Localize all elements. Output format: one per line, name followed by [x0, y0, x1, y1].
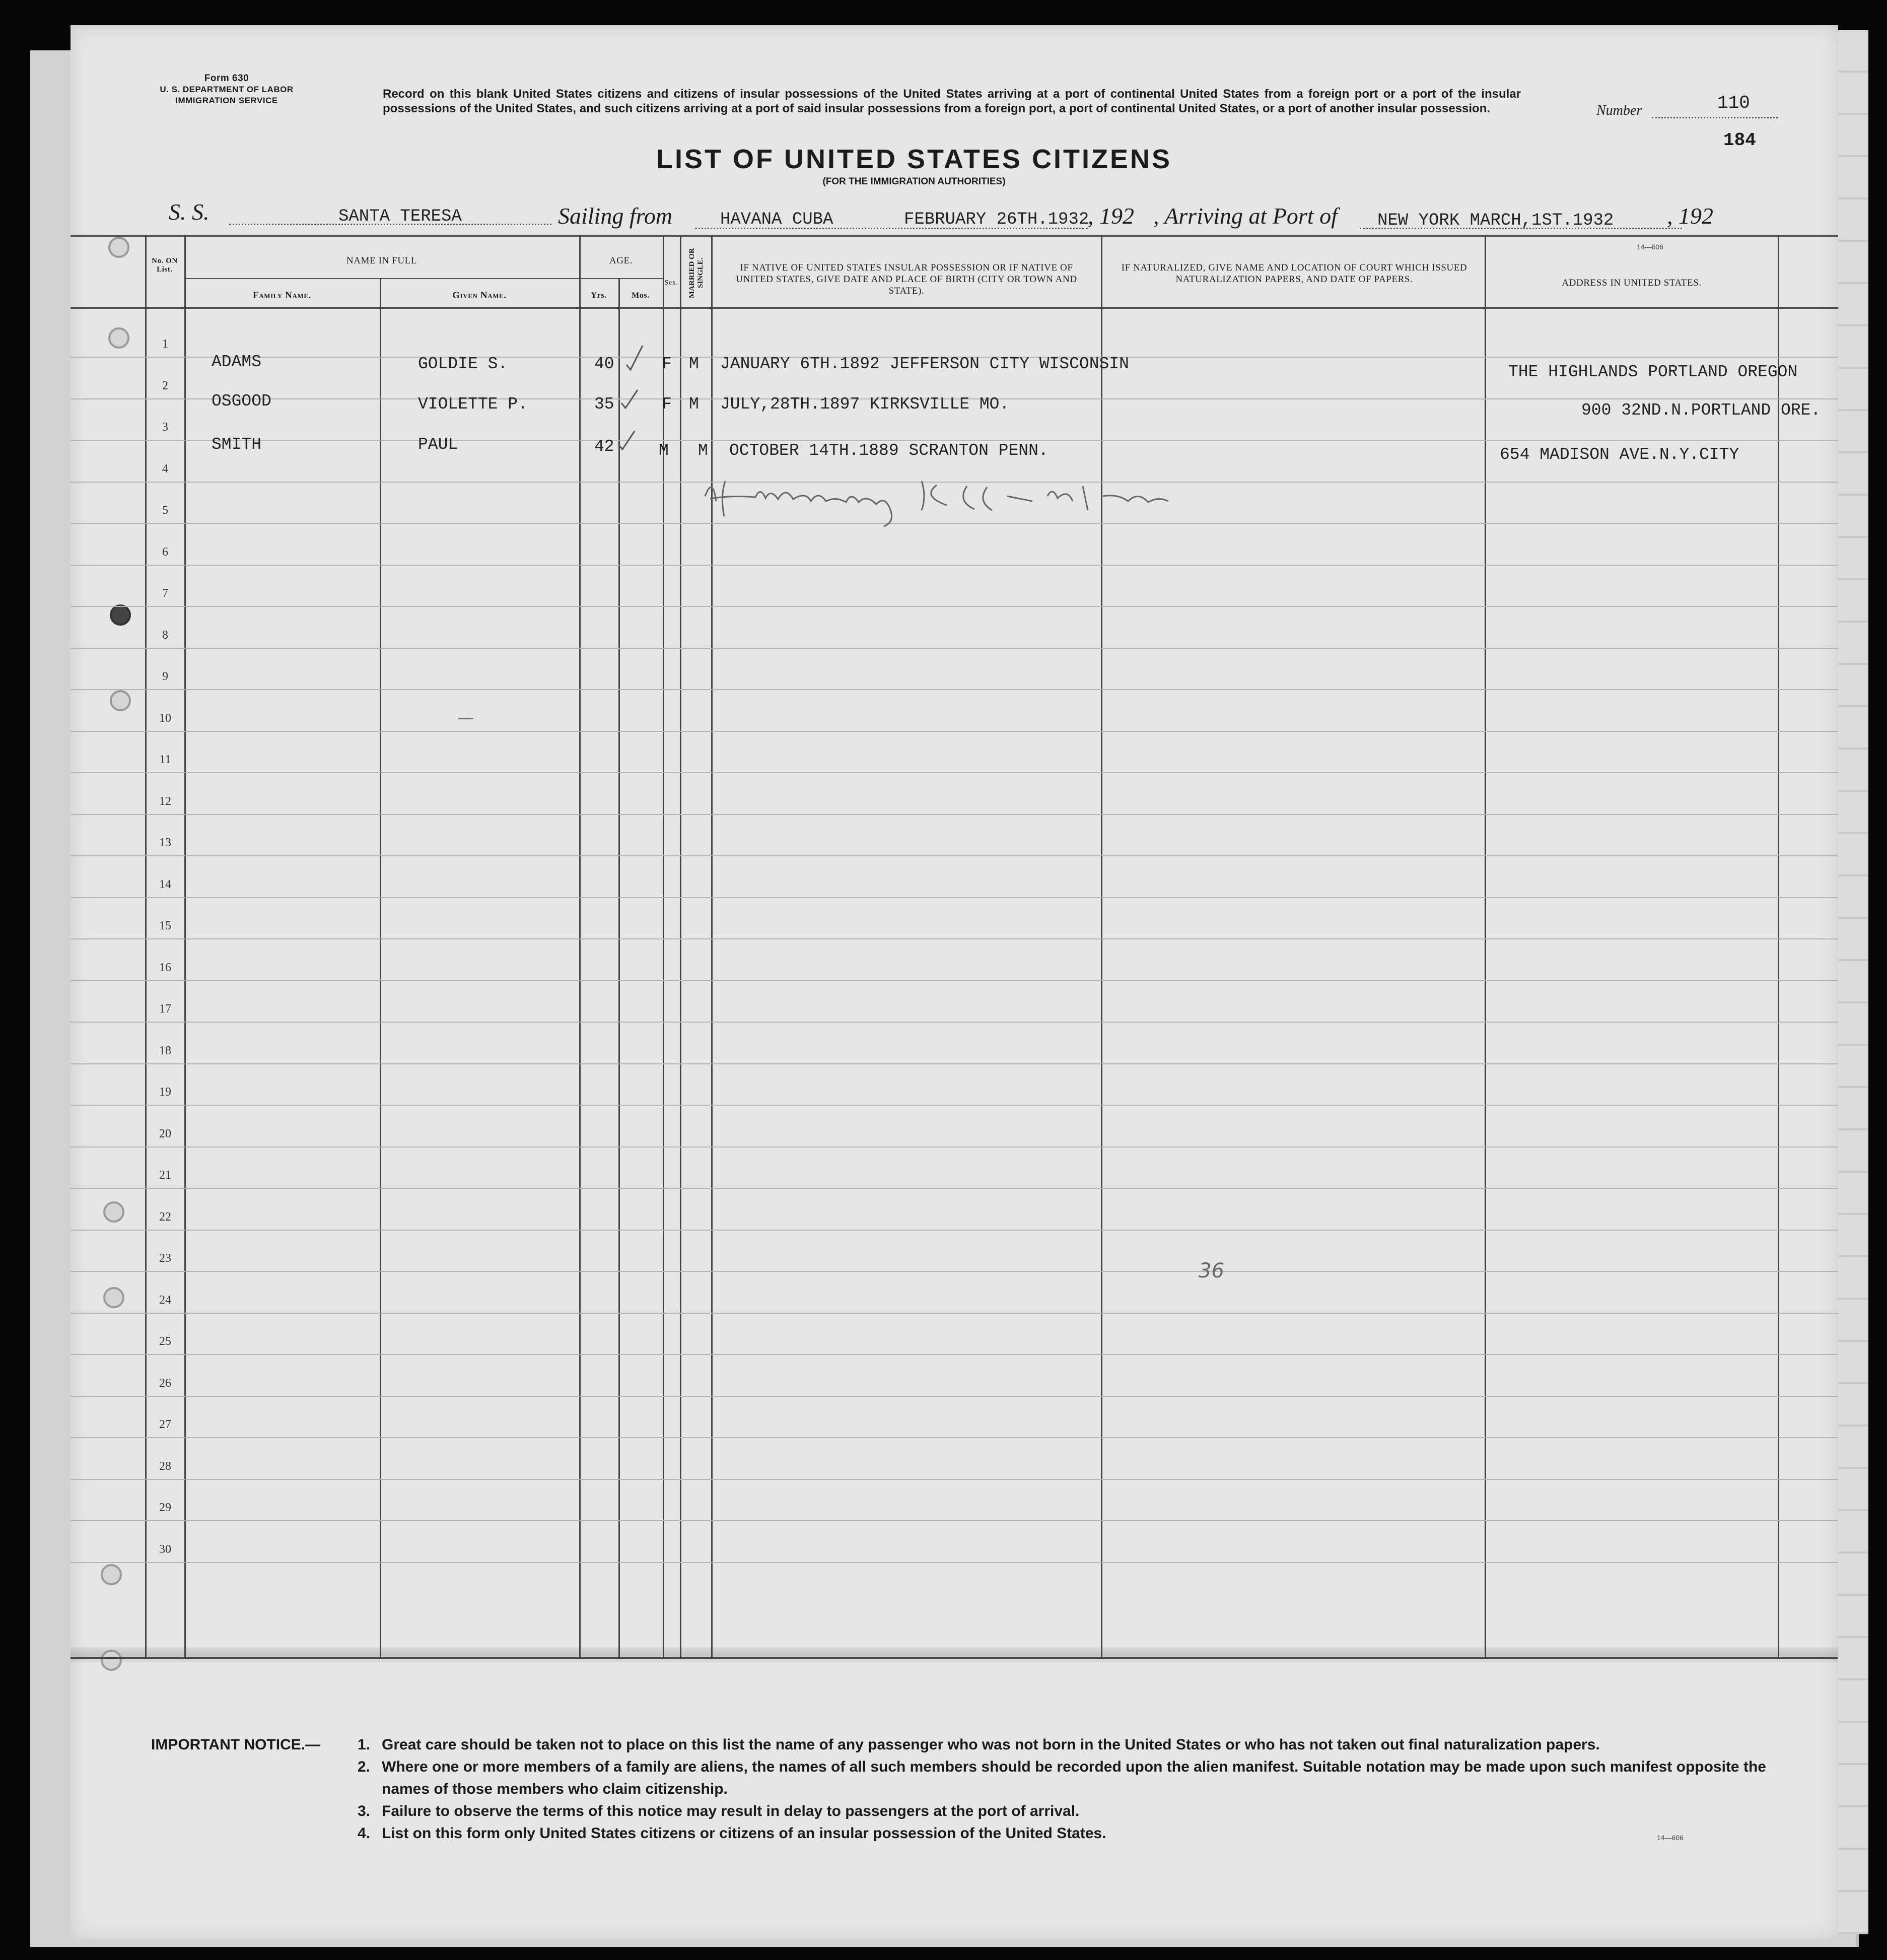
- row-divider: [71, 1271, 1838, 1272]
- row-divider: [71, 1230, 1838, 1231]
- row-number: 17: [159, 1002, 171, 1016]
- notice-item: [358, 1822, 1783, 1845]
- age-subheader-rule: [579, 278, 663, 279]
- row-number: 22: [159, 1210, 171, 1224]
- column-border: [380, 278, 381, 1657]
- row-number: 14: [159, 877, 171, 891]
- birth-date-place: JANUARY 6TH.1892 JEFFERSON CITY WISCONSIN: [720, 355, 1129, 373]
- stray-mark: [458, 718, 473, 719]
- table-bottom-border: [71, 1657, 1838, 1659]
- marital-status: M: [698, 441, 708, 460]
- header-family-name: Family Name.: [253, 290, 311, 301]
- row-number: 18: [159, 1044, 171, 1057]
- row-divider: [71, 440, 1838, 441]
- row-divider: [71, 689, 1838, 690]
- header-months: Mos.: [632, 291, 650, 300]
- notice-item-text: List on this form only United States citizens or citizens of an insular possession of the United States.: [382, 1825, 1106, 1842]
- row-number: 10: [159, 711, 171, 725]
- column-border: [711, 237, 713, 1657]
- annotation-number: 36: [1199, 1259, 1224, 1282]
- form-code-top: 14—606: [1637, 243, 1663, 251]
- row-divider: [71, 731, 1838, 732]
- row-number: 13: [159, 836, 171, 849]
- given-name: VIOLETTE P.: [418, 395, 528, 414]
- ship-name: SANTA TERESA: [338, 207, 462, 226]
- year-suffix: , 192: [1088, 203, 1134, 229]
- row-divider: [71, 1313, 1838, 1314]
- notice-item: [358, 1800, 1783, 1822]
- check-mark: [616, 424, 637, 454]
- number-label: Number: [1596, 103, 1642, 118]
- notice-item-number: 1.: [358, 1736, 371, 1753]
- row-divider: [71, 1188, 1838, 1189]
- us-address: 900 32ND.N.PORTLAND ORE.: [1581, 401, 1821, 420]
- row-number: 19: [159, 1086, 171, 1099]
- row-divider: [71, 814, 1838, 815]
- sex: M: [659, 441, 669, 460]
- form-number: Form 630: [204, 73, 249, 84]
- column-border: [680, 237, 681, 1657]
- age-years: 42: [594, 437, 614, 456]
- row-number: 20: [159, 1127, 171, 1140]
- row-number: 28: [159, 1459, 171, 1473]
- marital-status: M: [689, 395, 699, 414]
- notice-item-text: Where one or more members of a family are aliens, the names of all such members should be recorded upon the alien manifest. Suitable notation may be made upon such manifest opposite the names of those members who claim citizenship.: [382, 1759, 1766, 1797]
- age-years: 35: [594, 395, 614, 414]
- row-number: 15: [159, 919, 171, 932]
- ss-label: S. S.: [169, 199, 209, 225]
- row-number: 6: [162, 545, 168, 559]
- row-number: 24: [159, 1293, 171, 1307]
- row-number: 2: [162, 379, 168, 392]
- age-years: 40: [594, 355, 614, 373]
- header-no-on-list: No. ON List.: [152, 257, 178, 274]
- birth-date-place: OCTOBER 14TH.1889 SCRANTON PENN.: [729, 441, 1049, 460]
- row-number: 23: [159, 1252, 171, 1265]
- birth-date-place: JULY,28TH.1897 KIRKSVILLE MO.: [720, 395, 1010, 414]
- sailing-from-label: Sailing from: [558, 203, 673, 229]
- row-number: 12: [159, 794, 171, 808]
- row-divider: [71, 648, 1838, 649]
- page-title: LIST OF UNITED STATES CITIZENS: [656, 144, 1172, 174]
- family-name: OSGOOD: [212, 392, 271, 411]
- row-number: 5: [162, 504, 168, 517]
- header-years: Yrs.: [591, 291, 607, 300]
- form-instructions: Record on this blank United States citizens and citizens of insular possessions of the United States arriving at a port of continental United States from a foreign port or a port of the insular possessions of the United States, and such citizens arriving at a port of said insular possessions from a foreign port, a port of continental United States, or a port of another insular possession.: [383, 87, 1521, 115]
- row-number: 11: [159, 753, 171, 766]
- notice-item-number: 4.: [358, 1825, 371, 1842]
- given-name: GOLDIE S.: [418, 355, 508, 373]
- number-dotted-line: [1652, 117, 1778, 118]
- year-suffix: , 192: [1667, 203, 1713, 229]
- list-number: 110: [1717, 93, 1750, 113]
- family-name: ADAMS: [212, 353, 262, 371]
- header-birthplace: IF NATIVE OF UNITED STATES INSULAR POSSESSION OR IF NATIVE OF UNITED STATES, GIVE DATE AND PLACE OF BIRTH (CITY OR TOWN AND STATE).: [736, 262, 1077, 296]
- row-number: 26: [159, 1376, 171, 1390]
- header-married-single: MARRIED OR SINGLE.: [688, 248, 705, 298]
- row-divider: [71, 1520, 1838, 1521]
- notice-item: [358, 1734, 1783, 1756]
- row-divider: [71, 1562, 1838, 1563]
- column-border: [1101, 237, 1102, 1657]
- row-divider: [71, 855, 1838, 856]
- row-divider: [71, 606, 1838, 607]
- row-divider: [71, 1396, 1838, 1397]
- column-border: [618, 278, 620, 1657]
- row-divider: [71, 1022, 1838, 1023]
- row-divider: [71, 1437, 1838, 1438]
- header-given-name: Given Name.: [452, 290, 507, 301]
- arriving-label: , Arriving at Port of: [1153, 203, 1338, 229]
- header-name-in-full: NAME IN FULL: [346, 255, 417, 266]
- notice-item-number: 2.: [358, 1759, 371, 1775]
- passenger-table: [71, 237, 1838, 1662]
- row-number: 27: [159, 1418, 171, 1431]
- us-address: 654 MADISON AVE.N.Y.CITY: [1500, 445, 1739, 464]
- row-divider: [71, 897, 1838, 898]
- check-mark: [624, 343, 645, 373]
- department-name: U. S. DEPARTMENT OF LABOR: [160, 85, 294, 94]
- header-address: ADDRESS IN UNITED STATES.: [1562, 278, 1702, 288]
- form-identifier: [126, 73, 327, 106]
- sex: F: [662, 395, 672, 414]
- row-divider: [71, 1146, 1838, 1147]
- row-number: 25: [159, 1335, 171, 1348]
- notice-heading: IMPORTANT NOTICE.—: [151, 1736, 321, 1753]
- notice-item: [358, 1756, 1783, 1800]
- check-mark: [619, 383, 640, 413]
- handwritten-signature: [685, 466, 1289, 531]
- column-border: [579, 237, 581, 1657]
- row-number: 16: [159, 961, 171, 974]
- row-number: 1: [162, 337, 168, 351]
- header-naturalization: IF NATURALIZED, GIVE NAME AND LOCATION OF COURT WHICH ISSUED NATURALIZATION PAPERS, AND DATE OF PAPERS.: [1121, 262, 1467, 285]
- page-subtitle: (FOR THE IMMIGRATION AUTHORITIES): [822, 176, 1006, 187]
- departure-date: FEBRUARY 26TH.1932: [904, 210, 1089, 229]
- notice-item-text: Failure to observe the terms of this notice may result in delay to passengers at the port of arrival.: [382, 1803, 1080, 1819]
- marital-status: M: [689, 355, 699, 373]
- row-divider: [71, 938, 1838, 939]
- header-sex: Sex.: [664, 279, 678, 287]
- arrival-details: NEW YORK MARCH,1ST.1932: [1377, 211, 1614, 230]
- row-divider: [71, 1105, 1838, 1106]
- row-number: 3: [162, 421, 168, 434]
- column-border: [1778, 237, 1779, 1657]
- row-divider: [71, 1063, 1838, 1064]
- row-divider: [71, 565, 1838, 566]
- family-name: SMITH: [212, 435, 262, 454]
- header-bottom-border: [71, 307, 1838, 309]
- row-divider: [71, 980, 1838, 981]
- given-name: PAUL: [418, 435, 458, 454]
- row-divider: [71, 772, 1838, 773]
- form-code-bottom: 14—606: [1657, 1834, 1684, 1842]
- row-number: 7: [162, 587, 168, 600]
- row-number: 29: [159, 1501, 171, 1514]
- departure-port: HAVANA CUBA: [720, 210, 833, 229]
- row-divider: [71, 1479, 1838, 1480]
- sex: F: [662, 355, 672, 373]
- service-name: IMMIGRATION SERVICE: [175, 96, 278, 105]
- notice-item-text: Great care should be taken not to place on this list the name of any passenger who was not born in the United States or who has not taken out final naturalization papers.: [382, 1736, 1600, 1753]
- row-divider: [71, 1354, 1838, 1355]
- row-number: 8: [162, 628, 168, 642]
- row-number: 21: [159, 1169, 171, 1182]
- us-address: THE HIGHLANDS PORTLAND OREGON: [1508, 363, 1798, 381]
- row-number: 9: [162, 670, 168, 683]
- column-border: [184, 237, 186, 1657]
- column-border: [145, 237, 147, 1657]
- row-number: 4: [162, 462, 168, 476]
- page-stamp-number: 184: [1723, 130, 1756, 151]
- notice-item-number: 3.: [358, 1803, 371, 1819]
- notice-items: [358, 1734, 1783, 1845]
- row-number: 30: [159, 1542, 171, 1556]
- header-age: AGE.: [609, 255, 633, 266]
- column-border: [1485, 237, 1486, 1657]
